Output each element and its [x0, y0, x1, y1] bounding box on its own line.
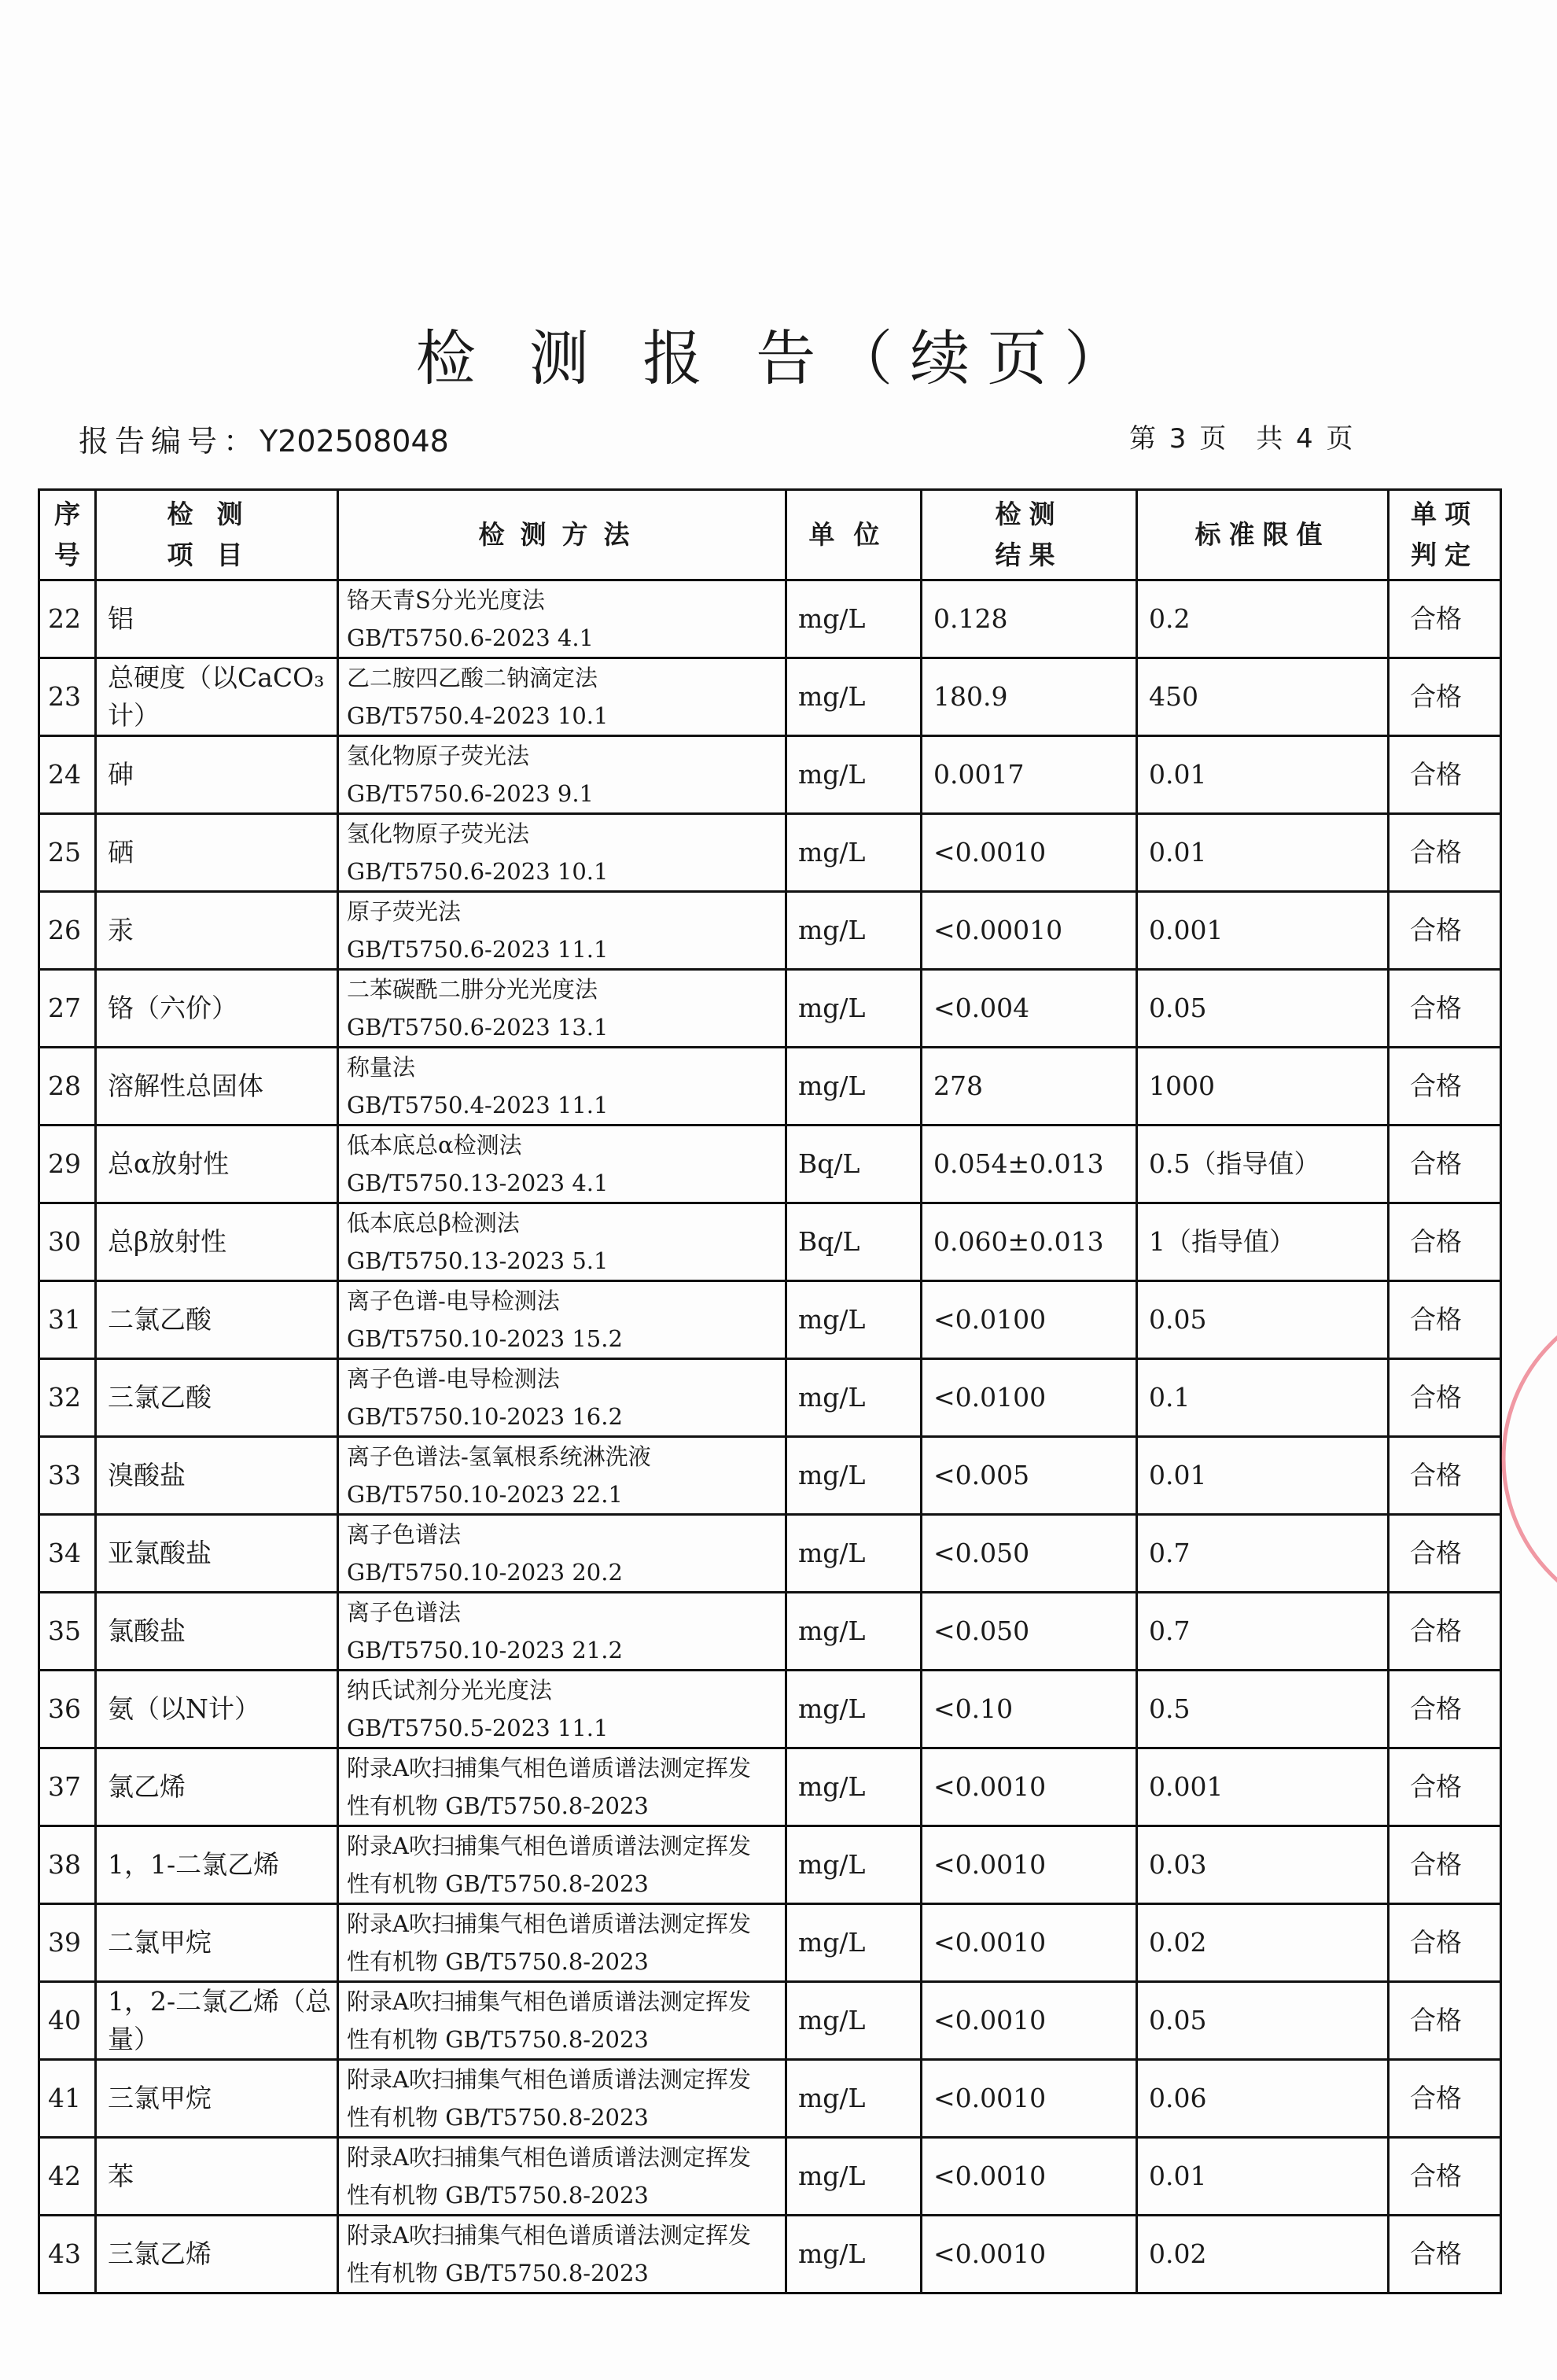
- test-result: <0.10: [922, 1671, 1137, 1748]
- test-result: <0.0010: [922, 2060, 1137, 2138]
- table-row: [39, 1748, 1501, 1826]
- test-result: <0.0010: [922, 2138, 1137, 2216]
- test-item: 铬（六价）: [96, 970, 338, 1048]
- method-name: 离子色谱法-氢氧根系统淋洗液: [347, 1443, 651, 1470]
- method-standard: GB/T5750.6-2023 11.1: [347, 936, 609, 963]
- test-result: <0.0010: [922, 1748, 1137, 1826]
- standard-limit: 0.05: [1137, 1281, 1389, 1359]
- standard-limit: 0.02: [1137, 1904, 1389, 1982]
- page-title: 检 测 报 告（续页）: [415, 323, 1142, 393]
- test-item: 三氯乙酸: [96, 1359, 338, 1437]
- row-number: 40: [39, 1982, 96, 2060]
- row-number: 30: [39, 1203, 96, 1281]
- method-name: 离子色谱-电导检测法: [347, 1365, 560, 1392]
- table-row: [39, 1281, 1501, 1359]
- method-name: 附录A吹扫捕集气相色谱质谱法测定挥发: [347, 1833, 751, 1859]
- standard-limit: 0.05: [1137, 970, 1389, 1048]
- test-item: 氯乙烯: [96, 1748, 338, 1826]
- method-name: 低本底总α检测法: [347, 1132, 522, 1159]
- table-header: [39, 490, 1501, 580]
- unit: mg/L: [786, 580, 922, 658]
- test-item: 硒: [96, 814, 338, 892]
- standard-limit: 1000: [1137, 1048, 1389, 1126]
- test-method: [338, 1982, 786, 2060]
- method-name: 乙二胺四乙酸二钠滴定法: [347, 665, 598, 691]
- table-row: [39, 736, 1501, 814]
- row-number: 27: [39, 970, 96, 1048]
- standard-limit: 0.01: [1137, 2138, 1389, 2216]
- judgement: 合格: [1389, 736, 1501, 814]
- row-number: 39: [39, 1904, 96, 1982]
- row-number: 41: [39, 2060, 96, 2138]
- judgement: 合格: [1389, 1048, 1501, 1126]
- standard-limit: 0.03: [1137, 1826, 1389, 1904]
- row-number: 38: [39, 1826, 96, 1904]
- table-row: [39, 814, 1501, 892]
- table-row: [39, 2060, 1501, 2138]
- standard-limit: 0.5（指导值）: [1137, 1126, 1389, 1203]
- unit: Bq/L: [786, 1203, 922, 1281]
- row-number: 36: [39, 1671, 96, 1748]
- test-method: [338, 892, 786, 970]
- unit: mg/L: [786, 1826, 922, 1904]
- test-item: 总β放射性: [96, 1203, 338, 1281]
- test-method: [338, 1671, 786, 1748]
- test-method: [338, 1203, 786, 1281]
- test-result: <0.004: [922, 970, 1137, 1048]
- judgement: 合格: [1389, 1671, 1501, 1748]
- method-standard: GB/T5750.13-2023 5.1: [347, 1247, 609, 1274]
- unit: mg/L: [786, 1437, 922, 1515]
- table-row: [39, 1593, 1501, 1671]
- judgement: 合格: [1389, 2138, 1501, 2216]
- test-method: [338, 1826, 786, 1904]
- row-number: 33: [39, 1437, 96, 1515]
- standard-limit: 0.05: [1137, 1982, 1389, 2060]
- method-name: 附录A吹扫捕集气相色谱质谱法测定挥发: [347, 2144, 751, 2171]
- test-result: <0.050: [922, 1515, 1137, 1593]
- method-name: 离子色谱法: [347, 1521, 462, 1548]
- test-result: <0.0010: [922, 2216, 1137, 2293]
- test-method: [338, 736, 786, 814]
- method-name: 二苯碳酰二肼分光光度法: [347, 976, 598, 1003]
- row-number: 23: [39, 658, 96, 736]
- unit: mg/L: [786, 1048, 922, 1126]
- judgement: 合格: [1389, 970, 1501, 1048]
- test-result: 278: [922, 1048, 1137, 1126]
- row-number: 34: [39, 1515, 96, 1593]
- test-item: 三氯甲烷: [96, 2060, 338, 2138]
- table-row: [39, 580, 1501, 658]
- judgement: 合格: [1389, 1126, 1501, 1203]
- header-limit: 标准限值: [1137, 490, 1389, 580]
- test-result: <0.0100: [922, 1281, 1137, 1359]
- unit: mg/L: [786, 1515, 922, 1593]
- method-name: 氢化物原子荧光法: [347, 742, 530, 769]
- test-method: [338, 580, 786, 658]
- standard-limit: 1（指导值）: [1137, 1203, 1389, 1281]
- method-standard: GB/T5750.10-2023 16.2: [347, 1403, 623, 1430]
- test-item: 氯酸盐: [96, 1593, 338, 1671]
- header-judge: 单项判定: [1389, 490, 1501, 580]
- unit: mg/L: [786, 970, 922, 1048]
- test-item: 亚氯酸盐: [96, 1515, 338, 1593]
- table-row: [39, 1359, 1501, 1437]
- method-name: 离子色谱法: [347, 1599, 462, 1626]
- judgement: 合格: [1389, 1904, 1501, 1982]
- unit: mg/L: [786, 1904, 922, 1982]
- test-result: 0.054±0.013: [922, 1126, 1137, 1203]
- table-row: [39, 2138, 1501, 2216]
- unit: mg/L: [786, 892, 922, 970]
- method-standard: 性有机物 GB/T5750.8-2023: [347, 2182, 649, 2209]
- unit: mg/L: [786, 1748, 922, 1826]
- report-number-value: Y202508048: [260, 424, 449, 459]
- row-number: 24: [39, 736, 96, 814]
- standard-limit: 0.001: [1137, 1748, 1389, 1826]
- report-number-label: 报告编号：: [79, 424, 260, 459]
- method-name: 氢化物原子荧光法: [347, 820, 530, 847]
- method-standard: GB/T5750.6-2023 4.1: [347, 624, 594, 651]
- unit: mg/L: [786, 1593, 922, 1671]
- method-name: 离子色谱-电导检测法: [347, 1288, 560, 1314]
- report-number: [79, 417, 449, 460]
- judgement: 合格: [1389, 814, 1501, 892]
- header-method: 检测方法: [338, 490, 786, 580]
- judgement: 合格: [1389, 2216, 1501, 2293]
- standard-limit: 450: [1137, 658, 1389, 736]
- row-number: 43: [39, 2216, 96, 2293]
- unit: mg/L: [786, 2138, 922, 2216]
- unit: mg/L: [786, 1281, 922, 1359]
- method-name: 附录A吹扫捕集气相色谱质谱法测定挥发: [347, 1755, 751, 1781]
- method-standard: GB/T5750.4-2023 10.1: [347, 702, 609, 729]
- test-item: 二氯甲烷: [96, 1904, 338, 1982]
- table-row: [39, 1203, 1501, 1281]
- method-name: 低本底总β检测法: [347, 1210, 520, 1236]
- standard-limit: 0.01: [1137, 736, 1389, 814]
- test-item: 1，2-二氯乙烯（总量）: [96, 1982, 338, 2060]
- test-item: 汞: [96, 892, 338, 970]
- judgement: 合格: [1389, 580, 1501, 658]
- page-current: 第 3 页: [1129, 423, 1227, 455]
- test-item: 苯: [96, 2138, 338, 2216]
- table-row: [39, 1982, 1501, 2060]
- method-standard: GB/T5750.6-2023 9.1: [347, 780, 594, 807]
- judgement: 合格: [1389, 892, 1501, 970]
- method-name: 附录A吹扫捕集气相色谱质谱法测定挥发: [347, 1910, 751, 1937]
- method-name: 附录A吹扫捕集气相色谱质谱法测定挥发: [347, 1988, 751, 2015]
- row-number: 37: [39, 1748, 96, 1826]
- test-result: <0.050: [922, 1593, 1137, 1671]
- test-result: 0.128: [922, 580, 1137, 658]
- method-name: 附录A吹扫捕集气相色谱质谱法测定挥发: [347, 2066, 751, 2093]
- test-item: 总α放射性: [96, 1126, 338, 1203]
- test-method: [338, 2138, 786, 2216]
- judgement: 合格: [1389, 2060, 1501, 2138]
- table-row: [39, 1126, 1501, 1203]
- judgement: 合格: [1389, 1515, 1501, 1593]
- test-method: [338, 814, 786, 892]
- unit: mg/L: [786, 736, 922, 814]
- test-method: [338, 1904, 786, 1982]
- row-number: 25: [39, 814, 96, 892]
- test-result: <0.0010: [922, 1826, 1137, 1904]
- unit: mg/L: [786, 2060, 922, 2138]
- row-number: 28: [39, 1048, 96, 1126]
- page-total: 共 4 页: [1256, 423, 1353, 455]
- header-unit: 单位: [786, 490, 922, 580]
- judgement: 合格: [1389, 658, 1501, 736]
- standard-limit: 0.7: [1137, 1515, 1389, 1593]
- standard-limit: 0.06: [1137, 2060, 1389, 2138]
- test-method: [338, 1048, 786, 1126]
- standard-limit: 0.2: [1137, 580, 1389, 658]
- method-standard: 性有机物 GB/T5750.8-2023: [347, 2260, 649, 2286]
- test-method: [338, 2060, 786, 2138]
- method-standard: GB/T5750.5-2023 11.1: [347, 1715, 609, 1741]
- method-standard: 性有机物 GB/T5750.8-2023: [347, 1792, 649, 1819]
- unit: mg/L: [786, 1359, 922, 1437]
- test-method: [338, 1281, 786, 1359]
- unit: mg/L: [786, 1982, 922, 2060]
- test-method: [338, 1359, 786, 1437]
- method-name: 称量法: [347, 1054, 416, 1081]
- header-no: 序号: [39, 490, 96, 580]
- row-number: 29: [39, 1126, 96, 1203]
- results-table: [38, 488, 1502, 2294]
- test-result: <0.0010: [922, 814, 1137, 892]
- table-row: [39, 1437, 1501, 1515]
- test-item: 铝: [96, 580, 338, 658]
- standard-limit: 0.1: [1137, 1359, 1389, 1437]
- test-method: [338, 1437, 786, 1515]
- standard-limit: 0.7: [1137, 1593, 1389, 1671]
- test-method: [338, 1593, 786, 1671]
- test-result: <0.005: [922, 1437, 1137, 1515]
- method-standard: GB/T5750.10-2023 20.2: [347, 1559, 623, 1586]
- test-item: 氨（以N计）: [96, 1671, 338, 1748]
- table-row: [39, 1826, 1501, 1904]
- test-method: [338, 1126, 786, 1203]
- row-number: 22: [39, 580, 96, 658]
- test-method: [338, 658, 786, 736]
- method-standard: GB/T5750.10-2023 21.2: [347, 1637, 623, 1663]
- test-item: 总硬度（以CaCO₃计）: [96, 658, 338, 736]
- test-item: 砷: [96, 736, 338, 814]
- unit: mg/L: [786, 658, 922, 736]
- standard-limit: 0.5: [1137, 1671, 1389, 1748]
- method-standard: GB/T5750.13-2023 4.1: [347, 1170, 609, 1196]
- row-number: 42: [39, 2138, 96, 2216]
- test-item: 三氯乙烯: [96, 2216, 338, 2293]
- method-name: 原子荧光法: [347, 898, 462, 925]
- method-standard: GB/T5750.4-2023 11.1: [347, 1092, 609, 1118]
- test-item: 二氯乙酸: [96, 1281, 338, 1359]
- header-result: 检测结果: [922, 490, 1137, 580]
- table-row: [39, 2216, 1501, 2293]
- judgement: 合格: [1389, 1281, 1501, 1359]
- table-row: [39, 658, 1501, 736]
- judgement: 合格: [1389, 1826, 1501, 1904]
- row-number: 32: [39, 1359, 96, 1437]
- method-standard: 性有机物 GB/T5750.8-2023: [347, 1948, 649, 1975]
- test-method: [338, 1748, 786, 1826]
- test-result: <0.0100: [922, 1359, 1137, 1437]
- standard-limit: 0.001: [1137, 892, 1389, 970]
- header-item: 检测项目: [96, 490, 338, 580]
- table-row: [39, 892, 1501, 970]
- test-item: 溴酸盐: [96, 1437, 338, 1515]
- row-number: 31: [39, 1281, 96, 1359]
- method-standard: GB/T5750.6-2023 10.1: [347, 858, 609, 885]
- test-result: <0.0010: [922, 1982, 1137, 2060]
- test-item: 溶解性总固体: [96, 1048, 338, 1126]
- test-result: <0.0010: [922, 1904, 1137, 1982]
- table-row: [39, 1048, 1501, 1126]
- standard-limit: 0.01: [1137, 1437, 1389, 1515]
- unit: mg/L: [786, 814, 922, 892]
- table-row: [39, 1904, 1501, 1982]
- table-row: [39, 1671, 1501, 1748]
- method-standard: GB/T5750.10-2023 22.1: [347, 1481, 623, 1508]
- standard-limit: 0.02: [1137, 2216, 1389, 2293]
- test-result: <0.00010: [922, 892, 1137, 970]
- method-standard: 性有机物 GB/T5750.8-2023: [347, 1870, 649, 1897]
- test-method: [338, 1515, 786, 1593]
- red-seal-stamp: [1498, 1290, 1557, 1628]
- judgement: 合格: [1389, 1982, 1501, 2060]
- test-result: 0.060±0.013: [922, 1203, 1137, 1281]
- test-result: 0.0017: [922, 736, 1137, 814]
- unit: Bq/L: [786, 1126, 922, 1203]
- test-method: [338, 970, 786, 1048]
- page-indicator: [1129, 417, 1383, 455]
- test-item: 1，1-二氯乙烯: [96, 1826, 338, 1904]
- method-name: 铬天青S分光光度法: [347, 587, 545, 613]
- test-result: 180.9: [922, 658, 1137, 736]
- judgement: 合格: [1389, 1593, 1501, 1671]
- row-number: 35: [39, 1593, 96, 1671]
- judgement: 合格: [1389, 1437, 1501, 1515]
- method-name: 附录A吹扫捕集气相色谱质谱法测定挥发: [347, 2222, 751, 2249]
- method-standard: 性有机物 GB/T5750.8-2023: [347, 2104, 649, 2131]
- judgement: 合格: [1389, 1748, 1501, 1826]
- unit: mg/L: [786, 2216, 922, 2293]
- row-number: 26: [39, 892, 96, 970]
- table-row: [39, 1515, 1501, 1593]
- method-standard: 性有机物 GB/T5750.8-2023: [347, 2026, 649, 2053]
- judgement: 合格: [1389, 1203, 1501, 1281]
- unit: mg/L: [786, 1671, 922, 1748]
- test-method: [338, 2216, 786, 2293]
- method-standard: GB/T5750.6-2023 13.1: [347, 1014, 609, 1041]
- table-row: [39, 970, 1501, 1048]
- method-name: 纳氏试剂分光光度法: [347, 1677, 553, 1704]
- method-standard: GB/T5750.10-2023 15.2: [347, 1325, 623, 1352]
- standard-limit: 0.01: [1137, 814, 1389, 892]
- judgement: 合格: [1389, 1359, 1501, 1437]
